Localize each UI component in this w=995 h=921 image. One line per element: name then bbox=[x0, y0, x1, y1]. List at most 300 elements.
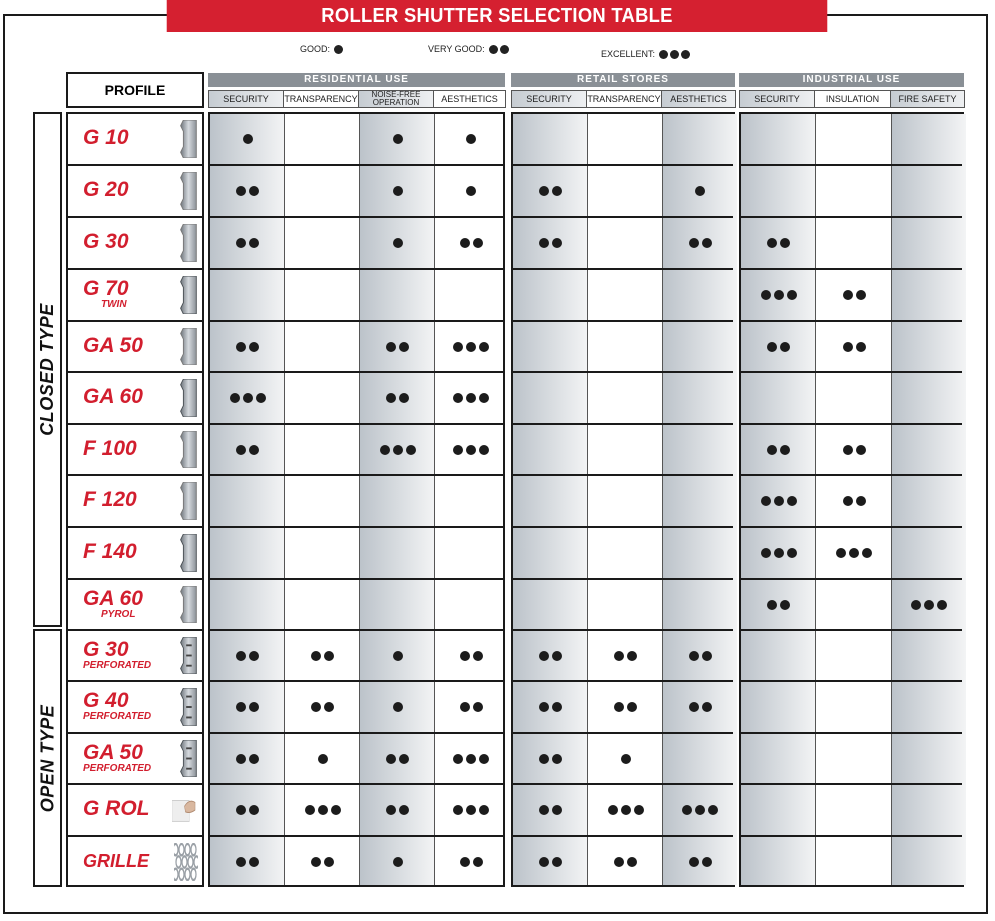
rating-cell bbox=[663, 785, 737, 835]
rating-dot bbox=[311, 651, 321, 661]
row-divider bbox=[68, 629, 202, 631]
rating-dot bbox=[539, 186, 549, 196]
rating-dots bbox=[318, 754, 328, 764]
column-header: AESTHETICS bbox=[433, 90, 506, 108]
rating-dot bbox=[761, 290, 771, 300]
profile-name-main: GA 60 bbox=[83, 385, 143, 408]
rating-dot bbox=[767, 600, 777, 610]
rating-dot bbox=[843, 496, 853, 506]
legend-item bbox=[601, 49, 690, 59]
rating-cell bbox=[513, 218, 588, 268]
grille-mesh-icon bbox=[174, 843, 198, 881]
rating-dot bbox=[406, 445, 416, 455]
rating-cell bbox=[435, 785, 507, 835]
profile-name bbox=[83, 231, 129, 253]
rating-dot bbox=[466, 134, 476, 144]
rating-dots bbox=[236, 651, 259, 661]
rating-dots bbox=[767, 445, 790, 455]
rating-dot bbox=[552, 702, 562, 712]
rating-cell bbox=[588, 785, 663, 835]
rating-cell bbox=[741, 476, 816, 526]
rating-dots bbox=[236, 754, 259, 764]
rating-dot bbox=[466, 342, 476, 352]
rating-dots bbox=[539, 651, 562, 661]
profile-name-main: F 100 bbox=[83, 436, 137, 460]
rating-dot bbox=[708, 805, 718, 815]
rating-dot bbox=[702, 238, 712, 248]
rating-dot bbox=[767, 342, 777, 352]
rating-dots bbox=[453, 342, 489, 352]
rating-cell bbox=[285, 734, 360, 783]
rating-dots bbox=[614, 702, 637, 712]
rating-dots bbox=[911, 600, 947, 610]
rating-dot bbox=[249, 702, 259, 712]
profile-name bbox=[83, 179, 129, 201]
rating-dot bbox=[393, 238, 403, 248]
rating-dot bbox=[466, 393, 476, 403]
rating-dots bbox=[460, 702, 483, 712]
rating-dot bbox=[682, 805, 692, 815]
row-divider bbox=[68, 320, 202, 322]
rating-dots bbox=[466, 186, 476, 196]
rating-dot bbox=[460, 651, 470, 661]
rating-dot bbox=[539, 651, 549, 661]
rating-dot bbox=[318, 805, 328, 815]
rating-cell bbox=[663, 837, 737, 887]
profile-name-sub: TWIN bbox=[101, 299, 127, 310]
rating-dot bbox=[761, 496, 771, 506]
rating-dots bbox=[311, 651, 334, 661]
rating-dot bbox=[767, 445, 777, 455]
rating-dots bbox=[682, 805, 718, 815]
rating-dot bbox=[702, 702, 712, 712]
rating-dots bbox=[621, 754, 631, 764]
rating-dot bbox=[466, 754, 476, 764]
profile-name-main: G 10 bbox=[83, 126, 129, 149]
rating-cell bbox=[360, 322, 435, 371]
rating-dot bbox=[539, 857, 549, 867]
rating-dot bbox=[243, 393, 253, 403]
f120-slat-icon bbox=[176, 482, 200, 520]
rating-dots bbox=[393, 134, 403, 144]
rating-dot bbox=[702, 651, 712, 661]
group-header: INDUSTRIAL USE bbox=[739, 73, 964, 87]
rating-cell bbox=[360, 166, 435, 216]
rating-dot bbox=[627, 651, 637, 661]
rating-dots bbox=[539, 702, 562, 712]
rating-dot bbox=[249, 805, 259, 815]
rating-cell bbox=[210, 373, 285, 423]
rating-dots bbox=[243, 134, 253, 144]
rating-dot bbox=[614, 702, 624, 712]
rating-cell bbox=[285, 785, 360, 835]
rating-dots bbox=[460, 238, 483, 248]
rating-dot bbox=[479, 342, 489, 352]
rating-dot bbox=[856, 496, 866, 506]
legend-label: GOOD: bbox=[300, 44, 331, 54]
rating-dots bbox=[539, 238, 562, 248]
rating-cell bbox=[435, 682, 507, 732]
rating-dots bbox=[608, 805, 644, 815]
rating-dot bbox=[466, 445, 476, 455]
open-type-label bbox=[33, 629, 62, 887]
row-divider bbox=[68, 268, 202, 270]
rating-dot bbox=[393, 702, 403, 712]
column-header: AESTHETICS bbox=[661, 90, 736, 108]
rating-cell bbox=[892, 580, 966, 629]
rating-dot bbox=[911, 600, 921, 610]
rating-dot bbox=[236, 857, 246, 867]
rating-dot bbox=[399, 805, 409, 815]
rating-cell bbox=[741, 580, 816, 629]
rating-dot bbox=[689, 651, 699, 661]
rating-dot bbox=[249, 342, 259, 352]
profile-column bbox=[66, 112, 204, 887]
rating-dot bbox=[552, 857, 562, 867]
row-divider bbox=[68, 578, 202, 580]
profile-name bbox=[83, 489, 137, 511]
rating-dot bbox=[689, 238, 699, 248]
column-header: NOISE-FREE OPERATION bbox=[358, 90, 434, 108]
rating-dot bbox=[236, 238, 246, 248]
rating-cell bbox=[816, 270, 892, 320]
rating-dot bbox=[473, 857, 483, 867]
rating-dot bbox=[393, 651, 403, 661]
rating-dots bbox=[386, 393, 409, 403]
rating-dot bbox=[937, 600, 947, 610]
rating-dots bbox=[393, 238, 403, 248]
rating-dot bbox=[460, 857, 470, 867]
rating-dot bbox=[249, 857, 259, 867]
rating-cell bbox=[663, 682, 737, 732]
rating-dots bbox=[305, 805, 341, 815]
profile-name-main: G 70 bbox=[83, 277, 129, 300]
rating-cell bbox=[360, 631, 435, 680]
ga60-pyrol-slat-icon bbox=[176, 586, 200, 623]
profile-name-sub: PERFORATED bbox=[83, 762, 152, 774]
rating-dots bbox=[453, 805, 489, 815]
rating-dots bbox=[843, 342, 866, 352]
rating-dot bbox=[614, 857, 624, 867]
group-header: RETAIL STORES bbox=[511, 73, 735, 87]
rating-cell bbox=[210, 631, 285, 680]
profile-name-main: G 30 bbox=[83, 637, 129, 661]
rating-dots bbox=[659, 50, 690, 59]
rating-dot bbox=[689, 702, 699, 712]
f140-slat-icon bbox=[176, 534, 200, 572]
profile-name-main: GA 50 bbox=[83, 740, 143, 764]
rating-dot bbox=[787, 290, 797, 300]
rating-dots bbox=[489, 45, 509, 54]
rating-cell bbox=[435, 166, 507, 216]
rating-dot bbox=[780, 445, 790, 455]
rating-dots bbox=[539, 805, 562, 815]
rating-dot bbox=[552, 238, 562, 248]
rating-dots bbox=[386, 342, 409, 352]
rating-cell bbox=[360, 218, 435, 268]
g10-slat-icon bbox=[176, 120, 200, 158]
rating-dot bbox=[393, 134, 403, 144]
column-header: INSULATION bbox=[814, 90, 891, 108]
rating-dot bbox=[787, 548, 797, 558]
rating-cell bbox=[435, 425, 507, 474]
rating-dot bbox=[249, 445, 259, 455]
rating-dots bbox=[230, 393, 266, 403]
rating-dots bbox=[453, 393, 489, 403]
profile-name-sub: PERFORATED bbox=[83, 659, 152, 671]
profile-header: PROFILE bbox=[66, 72, 204, 108]
rating-cell bbox=[741, 322, 816, 371]
legend-item bbox=[300, 44, 343, 54]
rating-cell bbox=[435, 114, 507, 164]
profile-name bbox=[83, 278, 129, 310]
profile-name-main: G ROL bbox=[83, 797, 150, 820]
profile-name-main: GRILLE bbox=[83, 851, 149, 871]
g40-perforated-slat-icon bbox=[176, 688, 200, 726]
ga50-perforated-slat-icon bbox=[176, 740, 200, 777]
g70-slat-icon bbox=[176, 276, 200, 314]
rating-dot bbox=[236, 651, 246, 661]
profile-name-main: F 140 bbox=[83, 540, 137, 563]
rating-dots bbox=[453, 754, 489, 764]
rating-dots bbox=[311, 702, 334, 712]
rating-dot bbox=[774, 290, 784, 300]
rating-dot bbox=[393, 445, 403, 455]
column-header: TRANSPARENCY bbox=[283, 90, 359, 108]
rating-dots bbox=[689, 702, 712, 712]
rating-dot bbox=[856, 342, 866, 352]
rating-dot bbox=[249, 238, 259, 248]
rating-dot bbox=[479, 754, 489, 764]
rating-dot bbox=[324, 857, 334, 867]
side-label-text: OPEN TYPE bbox=[37, 704, 57, 812]
group-block bbox=[208, 112, 505, 887]
rating-dot bbox=[473, 702, 483, 712]
rating-dot bbox=[627, 857, 637, 867]
rating-dot bbox=[236, 342, 246, 352]
legend-label: EXCELLENT: bbox=[601, 49, 656, 59]
rating-cell bbox=[588, 734, 663, 783]
rating-dot bbox=[689, 857, 699, 867]
rating-dot bbox=[399, 393, 409, 403]
rating-dot bbox=[924, 600, 934, 610]
rating-dot bbox=[761, 548, 771, 558]
rating-dot bbox=[780, 238, 790, 248]
row-divider bbox=[513, 320, 733, 322]
rating-cell bbox=[210, 166, 285, 216]
rating-dot bbox=[608, 805, 618, 815]
side-label-text: CLOSED TYPE bbox=[37, 303, 57, 436]
row-divider bbox=[68, 371, 202, 373]
row-divider bbox=[68, 680, 202, 682]
rating-dot bbox=[659, 50, 668, 59]
rating-dots bbox=[236, 186, 259, 196]
rating-cell bbox=[360, 373, 435, 423]
row-divider bbox=[68, 835, 202, 837]
rating-dot bbox=[539, 805, 549, 815]
rating-dots bbox=[453, 445, 489, 455]
rating-cell bbox=[210, 734, 285, 783]
rating-dot bbox=[236, 702, 246, 712]
rating-dot bbox=[386, 342, 396, 352]
profile-name bbox=[83, 690, 151, 722]
profile-name-sub: PERFORATED bbox=[83, 711, 152, 722]
rating-cell bbox=[588, 837, 663, 887]
rating-dots bbox=[689, 651, 712, 661]
column-background bbox=[892, 114, 966, 885]
rating-cell bbox=[360, 734, 435, 783]
rating-dots bbox=[386, 754, 409, 764]
rating-dot bbox=[318, 754, 328, 764]
rating-dot bbox=[552, 186, 562, 196]
profile-name bbox=[83, 386, 143, 408]
profile-name-main: G 30 bbox=[83, 230, 129, 253]
rating-dot bbox=[634, 805, 644, 815]
rating-dots bbox=[761, 290, 797, 300]
rating-dot bbox=[334, 45, 343, 54]
rating-dot bbox=[393, 186, 403, 196]
profile-name bbox=[83, 798, 150, 820]
rating-dot bbox=[331, 805, 341, 815]
rating-cell bbox=[435, 322, 507, 371]
rating-cell bbox=[360, 114, 435, 164]
rating-dot bbox=[552, 805, 562, 815]
column-header: SECURITY bbox=[511, 90, 587, 108]
rating-cell bbox=[741, 528, 816, 578]
profile-name bbox=[83, 742, 151, 774]
rating-cell bbox=[210, 114, 285, 164]
rating-dot bbox=[670, 50, 679, 59]
rating-dots bbox=[539, 857, 562, 867]
rating-dot bbox=[460, 702, 470, 712]
rating-cell bbox=[285, 682, 360, 732]
rating-dots bbox=[836, 548, 872, 558]
rating-dot bbox=[862, 548, 872, 558]
rating-dots bbox=[689, 238, 712, 248]
rating-dot bbox=[324, 702, 334, 712]
row-divider bbox=[68, 216, 202, 218]
closed-type-label bbox=[33, 112, 62, 627]
g30-perforated-slat-icon bbox=[176, 637, 200, 674]
row-divider bbox=[68, 526, 202, 528]
rating-dot bbox=[256, 393, 266, 403]
rating-cell bbox=[360, 837, 435, 887]
rating-dots bbox=[393, 702, 403, 712]
profile-name bbox=[83, 127, 129, 149]
rating-dots bbox=[236, 445, 259, 455]
rating-cell bbox=[663, 218, 737, 268]
rating-dots bbox=[539, 754, 562, 764]
rating-cell bbox=[435, 631, 507, 680]
rating-dots bbox=[614, 857, 637, 867]
profile-name-main: F 120 bbox=[83, 488, 137, 511]
rating-dot bbox=[236, 445, 246, 455]
rating-dots bbox=[761, 548, 797, 558]
rating-dot bbox=[843, 290, 853, 300]
rating-cell bbox=[435, 218, 507, 268]
rating-cell bbox=[513, 837, 588, 887]
group-header: RESIDENTIAL USE bbox=[208, 73, 505, 87]
rating-dot bbox=[843, 342, 853, 352]
rating-dot bbox=[380, 445, 390, 455]
legend-label: VERY GOOD: bbox=[428, 44, 485, 54]
profile-name bbox=[83, 588, 143, 620]
rating-cell bbox=[741, 425, 816, 474]
rating-dot bbox=[473, 651, 483, 661]
rating-dot bbox=[849, 548, 859, 558]
rating-dot bbox=[843, 445, 853, 455]
rating-dot bbox=[324, 651, 334, 661]
rating-cell bbox=[360, 425, 435, 474]
rating-cell bbox=[210, 218, 285, 268]
rating-dot bbox=[702, 857, 712, 867]
rating-dot bbox=[681, 50, 690, 59]
rating-dot bbox=[453, 393, 463, 403]
g30-slat-icon bbox=[176, 224, 200, 262]
rating-dot bbox=[552, 651, 562, 661]
rating-dot bbox=[311, 702, 321, 712]
rating-dots bbox=[767, 238, 790, 248]
rating-cell bbox=[513, 631, 588, 680]
rating-dot bbox=[539, 702, 549, 712]
rating-dot bbox=[856, 290, 866, 300]
column-header: SECURITY bbox=[208, 90, 284, 108]
rating-dot bbox=[305, 805, 315, 815]
rating-dot bbox=[856, 445, 866, 455]
rating-dots bbox=[236, 238, 259, 248]
row-divider bbox=[513, 268, 733, 270]
rating-cell bbox=[435, 837, 507, 887]
rating-cell bbox=[816, 476, 892, 526]
row-divider bbox=[513, 474, 733, 476]
row-divider bbox=[513, 578, 733, 580]
rating-dot bbox=[500, 45, 509, 54]
profile-name bbox=[83, 335, 143, 357]
profile-name-sub: PYROL bbox=[101, 608, 136, 620]
profile-name bbox=[83, 850, 149, 872]
rating-cell bbox=[435, 734, 507, 783]
rating-dot bbox=[774, 496, 784, 506]
rating-dot bbox=[836, 548, 846, 558]
rating-dot bbox=[466, 805, 476, 815]
group-block bbox=[511, 112, 735, 887]
rating-dots bbox=[466, 134, 476, 144]
rating-dot bbox=[453, 754, 463, 764]
rating-cell bbox=[210, 837, 285, 887]
rating-dot bbox=[479, 393, 489, 403]
rating-cell bbox=[360, 785, 435, 835]
profile-name-main: GA 60 bbox=[83, 586, 143, 610]
rating-dot bbox=[311, 857, 321, 867]
rating-dots bbox=[843, 445, 866, 455]
rating-dots bbox=[236, 342, 259, 352]
rating-cell bbox=[513, 166, 588, 216]
rating-dot bbox=[767, 238, 777, 248]
rating-dots bbox=[843, 290, 866, 300]
rating-dot bbox=[552, 754, 562, 764]
column-header: FIRE SAFETY bbox=[890, 90, 965, 108]
rating-dot bbox=[695, 805, 705, 815]
row-divider bbox=[741, 164, 962, 166]
rating-cell bbox=[435, 373, 507, 423]
rating-dots bbox=[689, 857, 712, 867]
rating-dots bbox=[393, 857, 403, 867]
rating-dots bbox=[236, 805, 259, 815]
row-divider bbox=[513, 423, 733, 425]
rating-dot bbox=[386, 805, 396, 815]
ga60-slat-icon bbox=[176, 379, 200, 417]
row-divider bbox=[741, 835, 962, 837]
